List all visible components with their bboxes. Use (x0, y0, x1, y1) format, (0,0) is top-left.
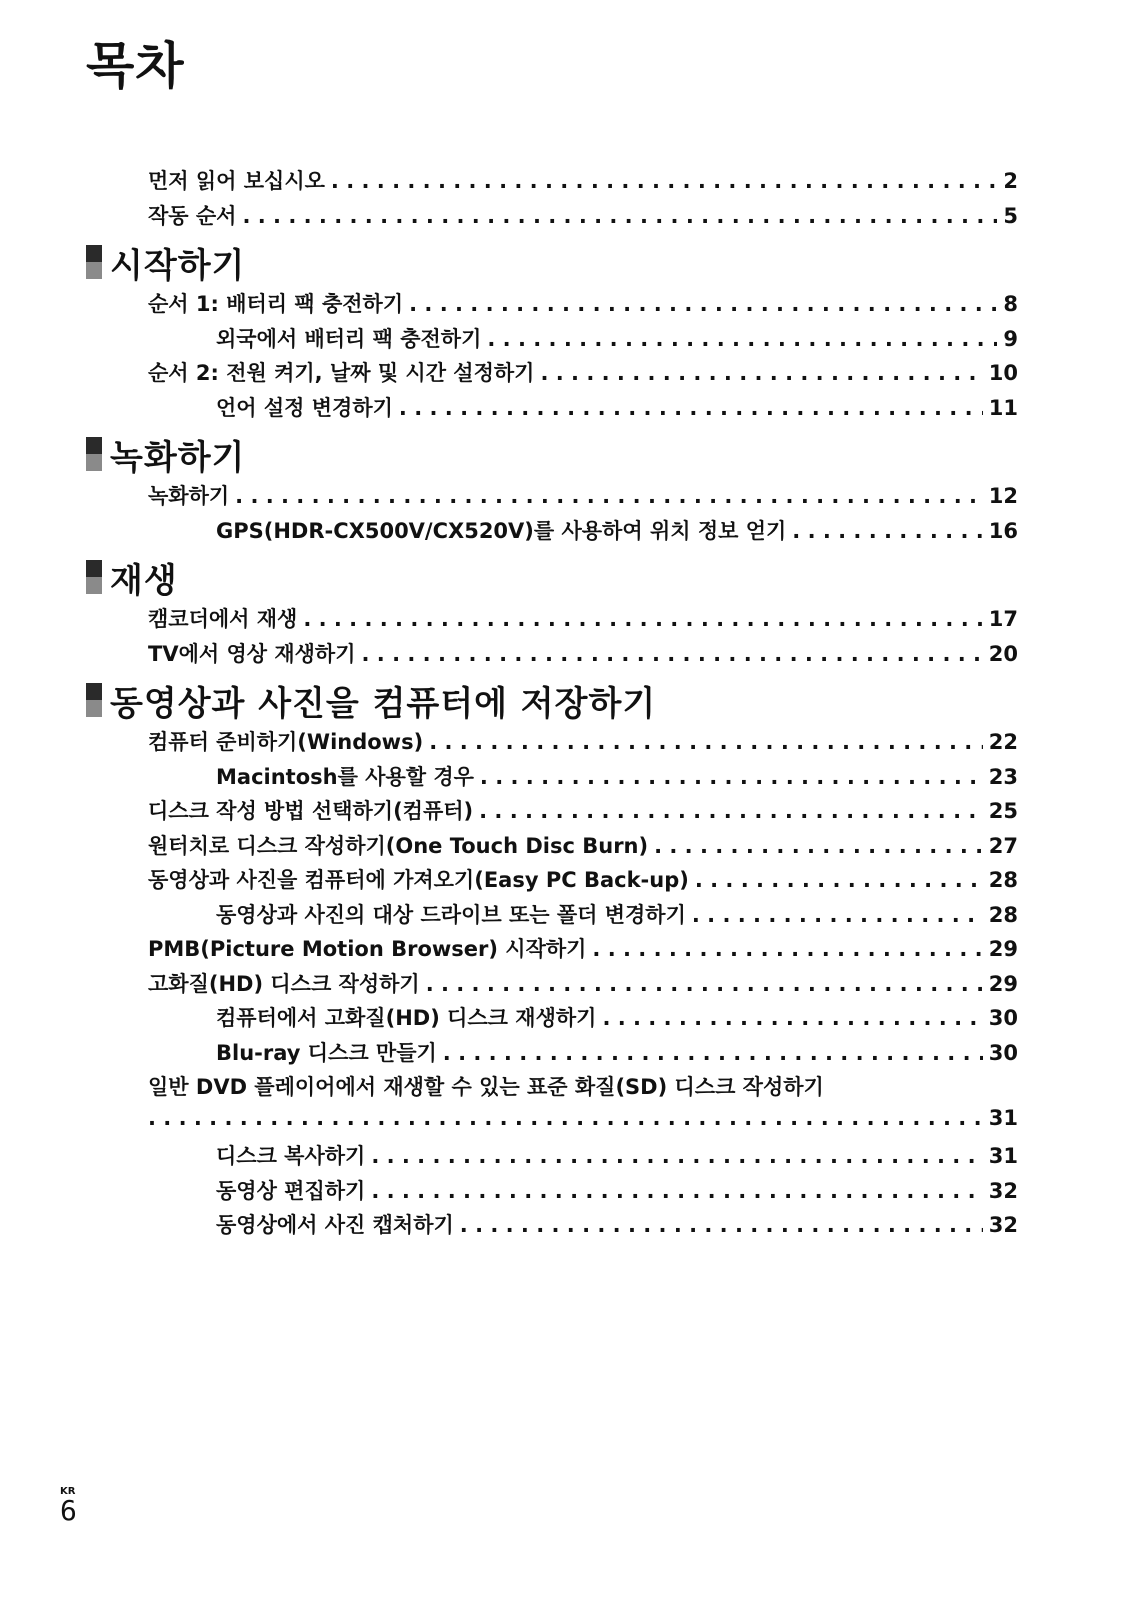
toc-entry[interactable] (86, 603, 1018, 638)
section-marker-icon (86, 245, 102, 279)
toc-entry-page: 23 (988, 764, 1018, 789)
toc-entry[interactable] (86, 288, 1018, 323)
leader-dots (148, 1106, 983, 1130)
toc-entry[interactable] (86, 1209, 1018, 1244)
toc-entry-page: 28 (988, 868, 1018, 892)
toc-entry[interactable] (86, 165, 1018, 200)
toc-entry[interactable] (86, 1071, 1018, 1140)
toc-entry-label: 동영상에서 사진 캡처하기 (216, 1213, 454, 1237)
leader-dots (331, 169, 997, 193)
toc-entry[interactable] (86, 933, 1018, 968)
toc-entry-page: 17 (988, 607, 1018, 631)
page-number: 6 (60, 1494, 77, 1527)
toc-entry-label: Macintosh를 사용할 경우 (216, 764, 474, 789)
leader-dots (429, 730, 983, 754)
toc-entry[interactable] (86, 1140, 1018, 1175)
toc-entry[interactable] (86, 515, 1018, 550)
leader-dots (399, 396, 983, 420)
leader-dots (602, 1006, 982, 1030)
toc-entry-label: 디스크 작성 방법 선택하기(컴퓨터) (148, 799, 474, 823)
leader-dots (426, 972, 983, 996)
toc-entry-label: GPS(HDR-CX500V/CX520V)를 사용하여 위치 정보 얻기 (216, 518, 787, 543)
toc-entry[interactable] (86, 1037, 1018, 1072)
section-marker-icon (86, 560, 102, 594)
leader-dots (235, 484, 983, 508)
toc-entry-label: 순서 2: 전원 켜기, 날짜 및 시간 설정하기 (148, 361, 535, 385)
toc-entry-label: 원터치로 디스크 작성하기(One Touch Disc Burn) (148, 833, 649, 858)
leader-dots (460, 1213, 983, 1237)
toc-entry-label: 동영상과 사진의 대상 드라이브 또는 폴더 변경하기 (216, 902, 686, 927)
toc-entry-page: 11 (988, 395, 1018, 420)
toc-entry[interactable] (86, 761, 1018, 796)
toc-entry-page: 8 (1003, 292, 1018, 316)
leader-dots (695, 868, 983, 892)
toc-entry-label: 언어 설정 변경하기 (216, 395, 393, 420)
leader-dots (592, 937, 982, 961)
toc-entry-page: 22 (988, 730, 1018, 754)
toc-entry[interactable] (86, 357, 1018, 392)
leader-dots (792, 519, 982, 543)
toc-entry-page: 31 (988, 1105, 1018, 1130)
toc-entry-label: 컴퓨터에서 고화질(HD) 디스크 재생하기 (216, 1006, 597, 1030)
toc-entry[interactable] (86, 795, 1018, 830)
section-heading (86, 238, 1018, 286)
leader-dots (692, 903, 983, 927)
toc-entry-label: 캠코더에서 재생 (148, 607, 298, 631)
page-footer (60, 1486, 77, 1525)
toc-entry[interactable] (86, 1175, 1018, 1210)
toc-entry-page: 12 (988, 484, 1018, 508)
toc-entry-page: 10 (988, 361, 1018, 385)
section-heading (86, 553, 1018, 601)
toc-entry-label: 일반 DVD 플레이어에서 재생할 수 있는 표준 화질(SD) 디스크 작성하기 (148, 1075, 824, 1099)
toc-entry-page: 28 (988, 902, 1018, 927)
section-marker-icon (86, 683, 102, 717)
leader-dots (480, 765, 983, 789)
toc-entry-label: 고화질(HD) 디스크 작성하기 (148, 971, 420, 996)
leader-dots (479, 799, 983, 823)
table-of-contents (86, 165, 1018, 1244)
leader-dots (242, 204, 997, 228)
section-marker-icon (86, 437, 102, 471)
toc-entry-label: 녹화하기 (148, 484, 230, 508)
toc-entry[interactable] (86, 899, 1018, 934)
toc-entry-label: 디스크 복사하기 (216, 1144, 366, 1168)
leader-dots (409, 292, 997, 316)
page-title: 목차 (86, 37, 185, 95)
toc-entry-page: 9 (1003, 326, 1018, 351)
leader-dots (371, 1144, 982, 1168)
section-title: 시작하기 (110, 245, 246, 286)
toc-entry-page: 30 (988, 1040, 1018, 1065)
toc-entry-page: 31 (988, 1144, 1018, 1168)
toc-entry[interactable] (86, 968, 1018, 1003)
leader-dots (540, 361, 982, 385)
toc-entry-page: 27 (988, 833, 1018, 858)
toc-entry[interactable] (86, 864, 1018, 899)
toc-entry-page: 29 (988, 937, 1018, 961)
toc-entry-page: 32 (988, 1178, 1018, 1203)
toc-entry-page: 25 (988, 799, 1018, 823)
leader-dots (362, 642, 983, 666)
leader-dots (303, 607, 982, 631)
toc-entry-label: 순서 1: 배터리 팩 충전하기 (148, 292, 404, 316)
leader-dots (443, 1041, 983, 1065)
toc-entry[interactable] (86, 480, 1018, 515)
toc-entry[interactable] (86, 830, 1018, 865)
toc-entry-label: TV에서 영상 재생하기 (148, 641, 356, 666)
leader-dots (487, 327, 997, 351)
toc-entry-page: 20 (988, 641, 1018, 666)
toc-entry-label: 외국에서 배터리 팩 충전하기 (216, 326, 482, 351)
toc-entry-label: 컴퓨터 준비하기(Windows) (148, 730, 424, 754)
toc-entry-page: 30 (988, 1006, 1018, 1030)
toc-entry-label: Blu-ray 디스크 만들기 (216, 1040, 437, 1065)
toc-entry[interactable] (86, 638, 1018, 673)
toc-entry-label: 작동 순서 (148, 203, 237, 228)
toc-entry-label: 먼저 읽어 보십시오 (148, 169, 325, 193)
section-title: 녹화하기 (110, 437, 246, 478)
leader-dots (371, 1179, 982, 1203)
language-code: KR (60, 1486, 76, 1497)
toc-entry[interactable] (86, 392, 1018, 427)
toc-entry-label: PMB(Picture Motion Browser) 시작하기 (148, 937, 587, 961)
toc-entry-label: 동영상과 사진을 컴퓨터에 가져오기(Easy PC Back-up) (148, 868, 689, 892)
toc-entry[interactable] (86, 200, 1018, 235)
toc-entry[interactable] (86, 726, 1018, 761)
toc-entry-page: 32 (988, 1213, 1018, 1237)
toc-entry[interactable] (86, 1002, 1018, 1037)
toc-entry-label: 동영상 편집하기 (216, 1178, 366, 1203)
toc-entry-page: 16 (988, 518, 1018, 543)
toc-entry[interactable] (86, 323, 1018, 358)
toc-entry-page: 5 (1003, 203, 1018, 228)
toc-entry-page: 2 (1003, 169, 1018, 193)
toc-entry-page: 29 (988, 971, 1018, 996)
section-heading (86, 676, 1018, 724)
section-heading (86, 430, 1018, 478)
section-title: 재생 (110, 560, 178, 601)
leader-dots (654, 834, 983, 858)
section-title: 동영상과 사진을 컴퓨터에 저장하기 (110, 683, 657, 724)
